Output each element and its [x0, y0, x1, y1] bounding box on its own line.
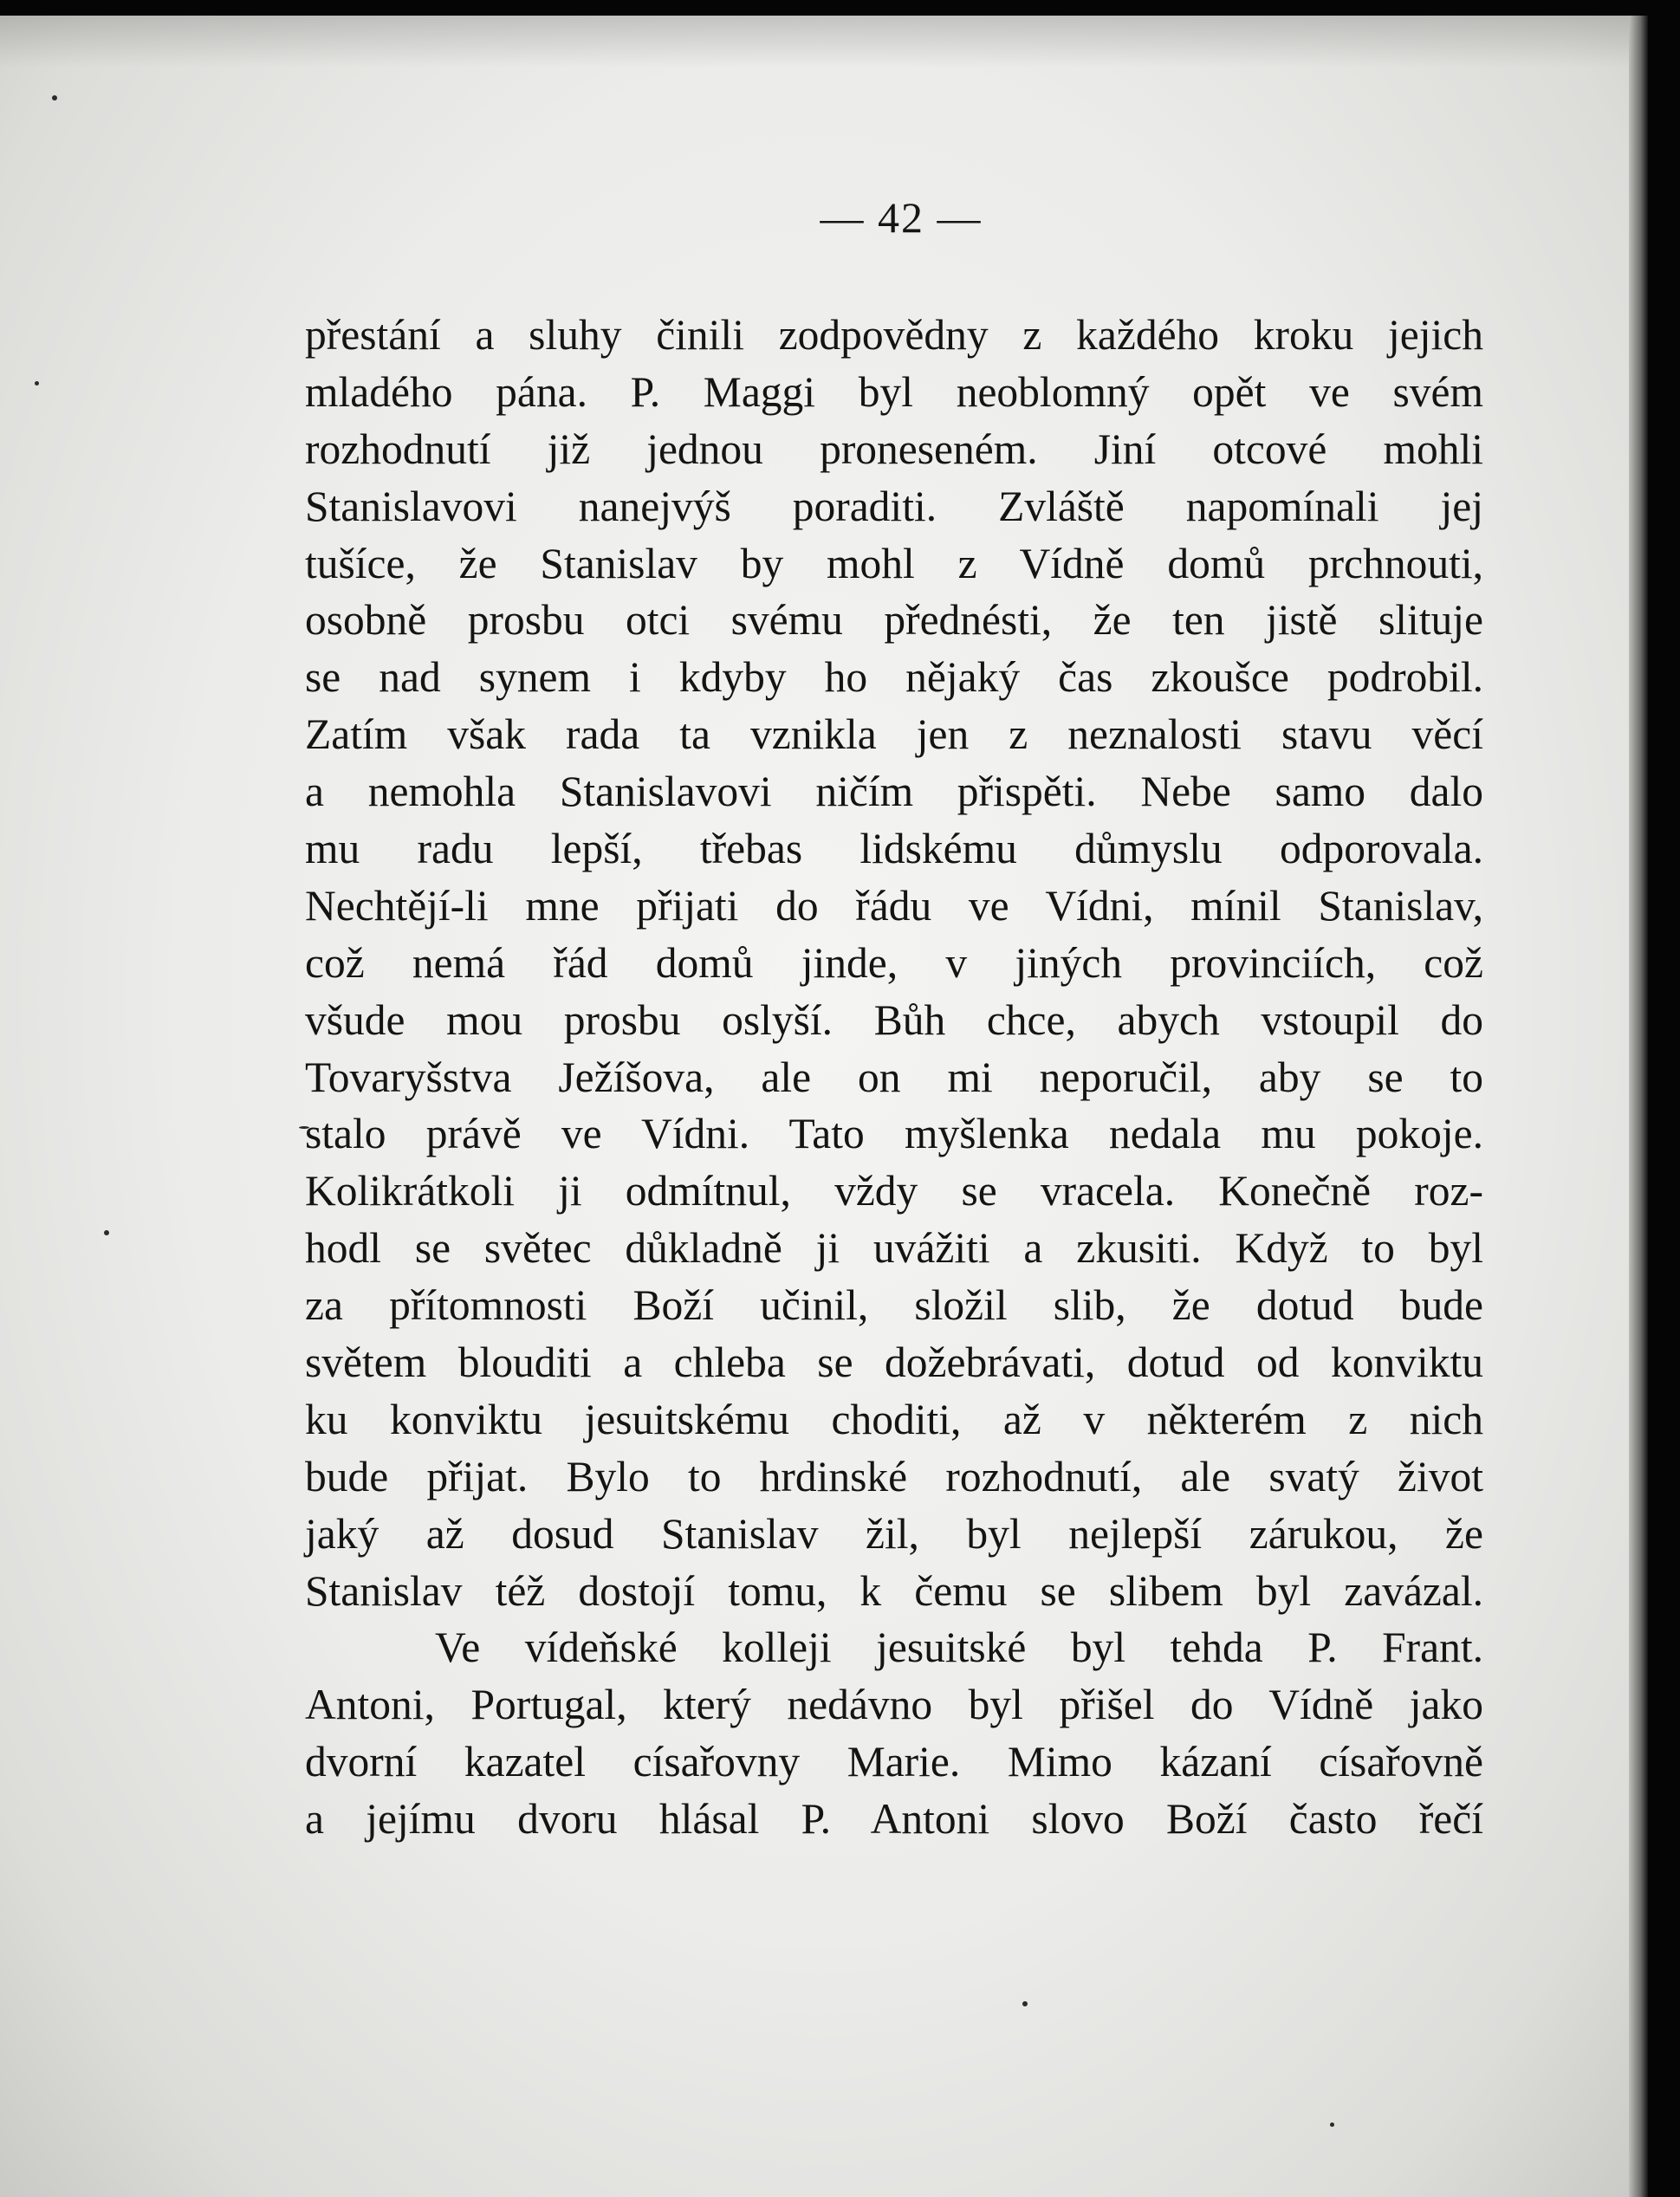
print-speck — [1330, 2122, 1334, 2127]
print-speck — [1022, 2001, 1028, 2006]
text-line: Kolikrátkoli ji odmítnul, vždy se vracela. Konečně roz- — [305, 1167, 1483, 1215]
text-line: se nad synem i kdyby ho nějaký čas zkoušce podrobil. — [305, 653, 1483, 702]
page-number: — 42 — — [820, 193, 983, 242]
text-line: hodl se světec důkladně ji uvážiti a zkusiti. Když to byl — [305, 1224, 1483, 1273]
text-line: světem blouditi a chleba se dožebrávati, dotud od konviktu — [305, 1338, 1483, 1387]
body-text — [305, 307, 1483, 1848]
print-speck — [104, 1230, 109, 1235]
print-speck — [35, 381, 39, 386]
text-line: Ve vídeňské kolleji jesuitské byl tehda P. Frant. — [435, 1623, 1483, 1672]
text-line: přestání a sluhy činili zodpovědny z každého kroku jejich — [305, 311, 1483, 359]
page-top-shadow — [0, 16, 1642, 68]
text-line: Tovaryšstva Ježíšova, ale on mi neporučil, aby se to — [305, 1053, 1483, 1101]
text-line: mu radu lepší, třebas lidskému důmyslu odporovala. — [305, 825, 1483, 873]
text-line: Stanislavovi nanejvýš poraditi. Zvláště napomínali jej — [305, 482, 1483, 530]
text-line: Stanislav též dostojí tomu, k čemu se slibem byl zavázal. — [305, 1566, 1483, 1615]
text-line: všude mou prosbu oslyší. Bůh chce, abych vstoupil do — [305, 995, 1483, 1044]
text-line: rozhodnutí již jednou proneseném. Jiní otcové mohli — [305, 424, 1483, 473]
text-line: tušíce, že Stanislav by mohl z Vídně domů prchnouti, — [305, 539, 1483, 587]
text-line: za přítomnosti Boží učinil, složil slib, že dotud bude — [305, 1281, 1483, 1330]
text-line: a nemohla Stanislavovi ničím přispěti. Nebe samo dalo — [305, 768, 1483, 816]
text-line: což nemá řád domů jinde, v jiných provinciích, což — [305, 938, 1483, 987]
print-speck — [52, 95, 57, 100]
text-line: stalo právě ve Vídni. Tato myšlenka nedala mu pokoje. — [305, 1110, 1483, 1158]
page-right-edge — [1629, 16, 1648, 2197]
text-line: ku konviktu jesuitskému choditi, až v některém z nich — [305, 1395, 1483, 1443]
text-line: jaký až dosud Stanislav žil, byl nejlepší zárukou, že — [305, 1509, 1483, 1558]
text-line: dvorní kazatel císařovny Marie. Mimo kázaní císařovně — [305, 1738, 1483, 1786]
text-line: Zatím však rada ta vznikla jen z neznalosti stavu věcí — [305, 710, 1483, 759]
text-line: Nechtějí-li mne přijati do řádu ve Vídni, mínil Stanislav, — [305, 881, 1483, 930]
text-line: Antoni, Portugal, který nedávno byl přišel do Vídně jako — [305, 1681, 1483, 1729]
text-line: mladého pána. P. Maggi byl neoblomný opět ve svém — [305, 367, 1483, 416]
text-line: a jejímu dvoru hlásal P. Antoni slovo Boží často řečí — [305, 1795, 1483, 1844]
text-line: osobně prosbu otci svému přednésti, že ten jistě slituje — [305, 596, 1483, 645]
text-line: bude přijat. Bylo to hrdinské rozhodnutí, ale svatý život — [305, 1452, 1483, 1500]
